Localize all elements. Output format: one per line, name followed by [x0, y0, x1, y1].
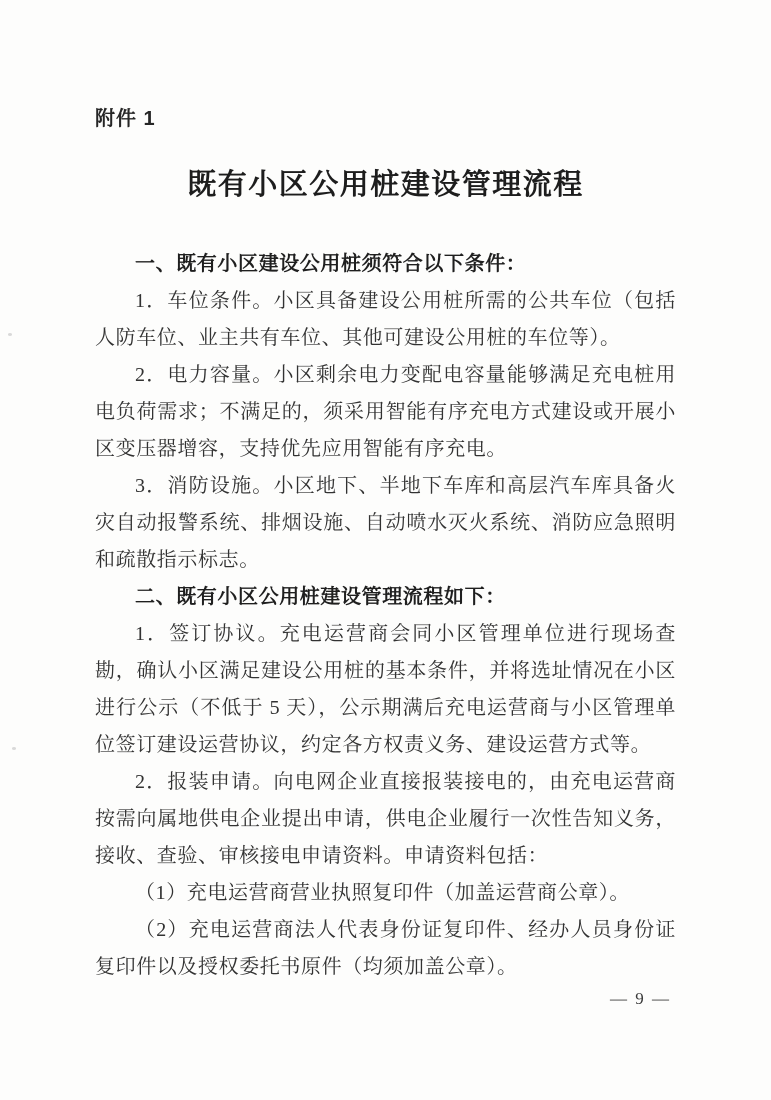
- attachment-label: 附件 1: [95, 108, 156, 130]
- section-2-heading: 二、既有小区公用桩建设管理流程如下：: [135, 586, 506, 608]
- document-title: 既有小区公用桩建设管理流程: [187, 169, 584, 201]
- document-body: [95, 246, 676, 986]
- section-2-paragraph-1: 1．签订协议。充电运营商会同小区管理单位进行现场查勘，确认小区满足建设公用桩的基本条件，并将选址情况在小区进行公示（不低于 5 天），公示期满后充电运营商与小区管理单位签订建设运营协议，约定各方权责义务、建设运营方式等。: [95, 623, 676, 756]
- scan-speck: [8, 333, 12, 336]
- section-2-paragraph-2: 2．报装申请。向电网企业直接报装接电的，由充电运营商按需向属地供电企业提出申请，供电企业履行一次性告知义务，接收、查验、审核接电申请资料。申请资料包括：: [95, 771, 676, 867]
- section-1-paragraph-2: 2．电力容量。小区剩余电力变配电容量能够满足充电桩用电负荷需求；不满足的，须采用智能有序充电方式建设或开展小区变压器增容，支持优先应用智能有序充电。: [95, 364, 676, 460]
- page-number: — 9 —: [610, 989, 671, 1008]
- section-1-paragraph-3: 3．消防设施。小区地下、半地下车库和高层汽车库具备火灾自动报警系统、排烟设施、自动喷水灭火系统、消防应急照明和疏散指示标志。: [95, 475, 676, 571]
- section-2-list-item-2: （2）充电运营商法人代表身份证复印件、经办人员身份证复印件以及授权委托书原件（均须加盖公章）。: [95, 919, 676, 978]
- section-1-paragraph-1: 1．车位条件。小区具备建设公用桩所需的公共车位（包括人防车位、业主共有车位、其他可建设公用桩的车位等）。: [95, 290, 676, 349]
- section-1-heading: 一、既有小区建设公用桩须符合以下条件：: [135, 253, 527, 275]
- section-2-list-item-1: （1）充电运营商营业执照复印件（加盖运营商公章）。: [135, 882, 630, 904]
- scan-speck: [12, 747, 16, 750]
